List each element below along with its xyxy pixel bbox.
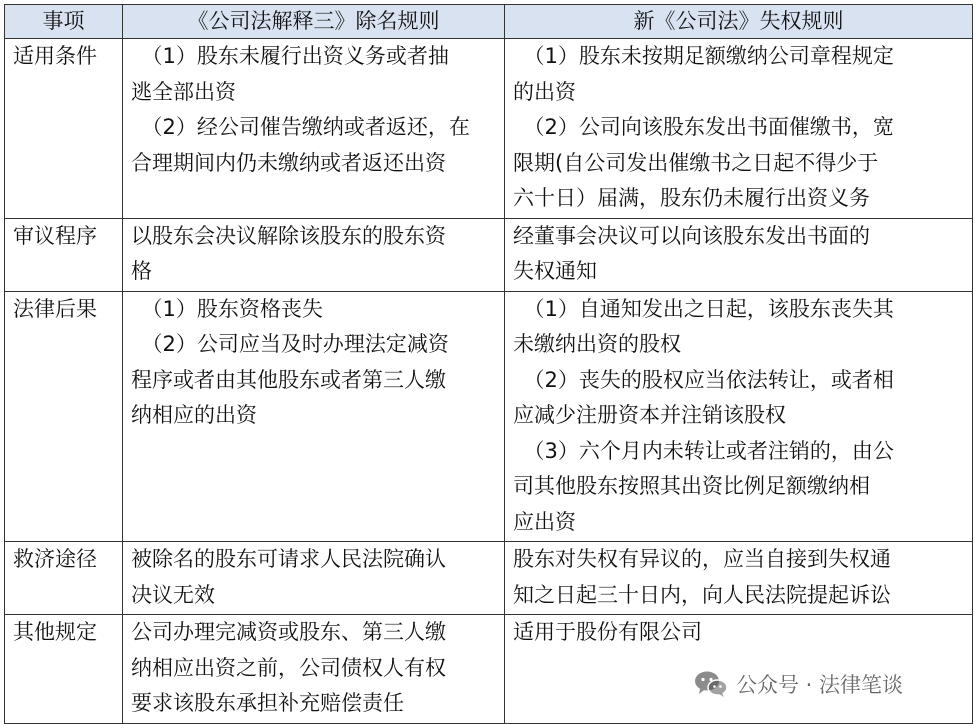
new-rule-cell xyxy=(505,291,973,542)
cell-text-line: 应出资 xyxy=(513,509,576,534)
cell-text-line: 程序或者由其他股东或者第三人缴 xyxy=(131,367,446,392)
cell-text-line: 公司办理完减资或股东、第三人缴 xyxy=(131,620,446,644)
table-row xyxy=(5,542,973,615)
cell-text-line: 要求该股东承担补充赔偿责任 xyxy=(131,691,404,715)
cell-text-line: 限期(自公司发出催缴书之日起不得少于 xyxy=(513,150,879,175)
cell-text-line: （3）六个月内未转让或者注销的，由公 xyxy=(523,438,894,463)
new-rule-cell xyxy=(505,39,973,219)
cell-text-line: 知之日起三十日内，向人民法院提起诉讼 xyxy=(513,582,891,607)
cell-text-line: （2）经公司催告缴纳或者返还，在 xyxy=(141,115,470,139)
cell-text-line: 六十日）届满，股东仍未履行出资义务 xyxy=(513,186,870,210)
new-rule-cell xyxy=(505,542,973,615)
cell-text-line: 应减少注册资本并注销该股权 xyxy=(513,403,786,427)
cell-text-line: 逃全部出资 xyxy=(131,79,236,104)
cell-text-line: 失权通知 xyxy=(513,259,597,283)
cell-text-line: （2）丧失的股权应当依法转让，或者相 xyxy=(523,367,894,392)
table-row xyxy=(5,39,973,219)
cell-text-line: 司其他股东按照其出资比例足额缴纳相 xyxy=(513,474,870,498)
header-item: 事项 xyxy=(5,5,123,39)
cell-text-line: （1）自通知发出之日起，该股东丧失其 xyxy=(523,296,894,321)
table-row xyxy=(5,291,973,542)
table-row xyxy=(5,218,973,291)
watermark-text: 公众号 · 法律笔谈 xyxy=(736,673,904,697)
table-row xyxy=(5,615,973,724)
cell-text-line: （1）股东资格丧失 xyxy=(141,296,323,321)
cell-text-line: 经董事会决议可以向该股东发出书面的 xyxy=(513,223,870,248)
header-new-rule: 新《公司法》失权规则 xyxy=(505,5,973,39)
old-rule-cell xyxy=(123,39,505,219)
old-rule-cell xyxy=(123,542,505,615)
cell-text-line: 合理期间内仍未缴纳或者返还出资 xyxy=(131,150,446,175)
cell-text-line: （1）股东未按期足额缴纳公司章程规定 xyxy=(523,44,894,68)
old-rule-cell xyxy=(123,218,505,291)
new-rule-cell xyxy=(505,615,973,724)
cell-text-line: 格 xyxy=(131,259,152,283)
item-cell: 审议程序 xyxy=(5,218,123,291)
cell-text-line: 的出资 xyxy=(513,79,576,104)
cell-text-line: 决议无效 xyxy=(131,582,215,607)
cell-text-line: 纳相应出资之前，公司债权人有权 xyxy=(131,655,446,680)
table-body xyxy=(5,39,973,724)
cell-text-line: 纳相应的出资 xyxy=(131,403,257,427)
header-row xyxy=(5,5,973,39)
item-cell: 救济途径 xyxy=(5,542,123,615)
item-cell: 其他规定 xyxy=(5,615,123,724)
item-cell: 法律后果 xyxy=(5,291,123,542)
cell-text-line: 未缴纳出资的股权 xyxy=(513,332,681,356)
cell-text-line: 以股东会决议解除该股东的股东资 xyxy=(131,223,446,248)
cell-text-line: 被除名的股东可请求人民法院确认 xyxy=(131,547,446,571)
cell-text-line: 股东对失权有异议的，应当自接到失权通 xyxy=(513,547,891,571)
cell-text-line: （2）公司向该股东发出书面催缴书，宽 xyxy=(523,115,894,139)
old-rule-cell xyxy=(123,615,505,724)
table-header xyxy=(5,5,973,39)
header-old-rule: 《公司法解释三》除名规则 xyxy=(123,5,505,39)
old-rule-cell xyxy=(123,291,505,542)
cell-text-line: （1）股东未履行出资义务或者抽 xyxy=(141,44,449,68)
item-cell: 适用条件 xyxy=(5,39,123,219)
cell-text-line: （2）公司应当及时办理法定减资 xyxy=(141,332,449,356)
cell-text-line: 适用于股份有限公司 xyxy=(513,620,702,644)
new-rule-cell xyxy=(505,218,973,291)
comparison-table xyxy=(4,4,973,724)
